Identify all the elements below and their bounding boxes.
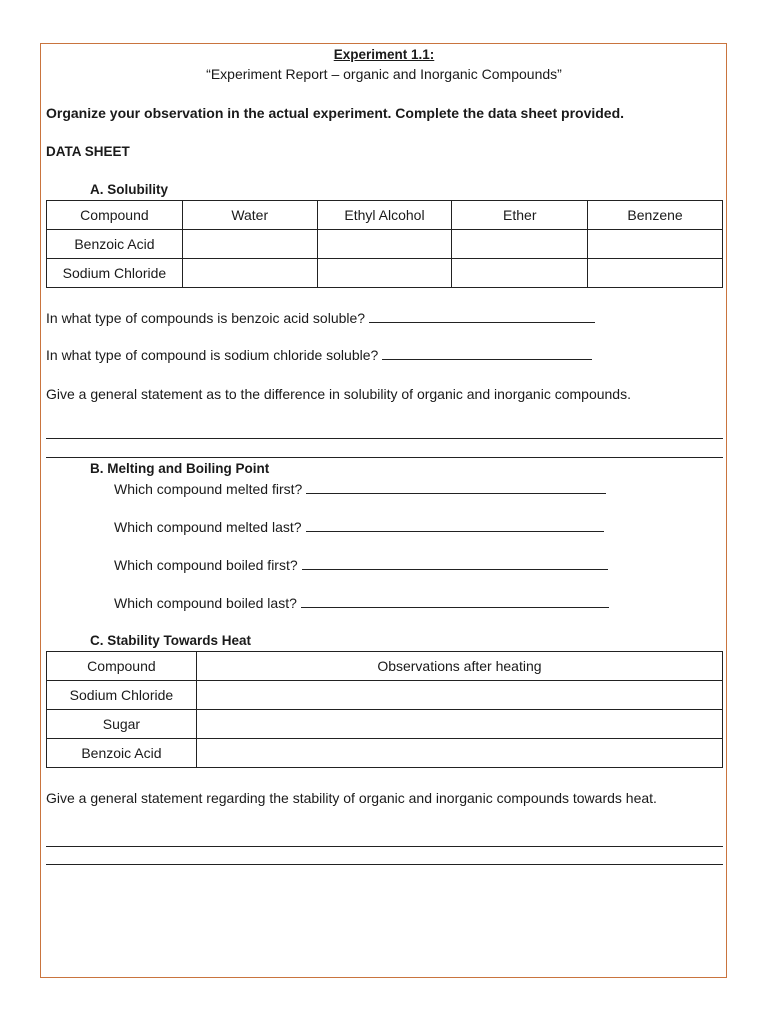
question-text: In what type of compounds is benzoic acid soluble? [46, 310, 366, 326]
question-text: In what type of compound is sodium chloride soluble? [46, 347, 379, 363]
section-c-heading: C. Stability Towards Heat [90, 633, 252, 648]
answer-line[interactable] [46, 457, 723, 458]
answer-line[interactable] [46, 864, 723, 865]
answer-blank[interactable] [301, 595, 609, 608]
table-header-row [47, 201, 723, 230]
question-melted-last [114, 519, 604, 535]
stability-table [46, 651, 723, 768]
answer-cell[interactable] [196, 710, 722, 739]
instructions: Organize your observation in the actual experiment. Complete the data sheet provided. [46, 105, 625, 121]
answer-cell[interactable] [196, 681, 722, 710]
column-header: Water [182, 201, 317, 230]
question-benzoic-acid-solubility [46, 310, 595, 326]
question-text: Which compound melted last? [114, 519, 302, 535]
table-row [47, 739, 723, 768]
answer-cell[interactable] [182, 259, 317, 288]
column-header: Ethyl Alcohol [317, 201, 452, 230]
table-header-row [47, 652, 723, 681]
table-row [47, 681, 723, 710]
answer-cell[interactable] [588, 259, 723, 288]
column-header: Compound [47, 201, 183, 230]
answer-blank[interactable] [382, 347, 592, 360]
answer-cell[interactable] [452, 259, 588, 288]
question-text: Which compound melted first? [114, 481, 303, 497]
answer-cell[interactable] [182, 230, 317, 259]
experiment-subtitle: “Experiment Report – organic and Inorganic Compounds” [206, 66, 562, 82]
column-header: Observations after heating [196, 652, 722, 681]
column-header: Benzene [588, 201, 723, 230]
solubility-table [46, 200, 723, 288]
answer-cell[interactable] [452, 230, 588, 259]
table-row [47, 230, 723, 259]
section-a-heading: A. Solubility [90, 182, 169, 197]
compound-cell: Benzoic Acid [47, 230, 183, 259]
compound-cell: Sodium Chloride [47, 681, 197, 710]
compound-cell: Sugar [47, 710, 197, 739]
answer-blank[interactable] [306, 481, 606, 494]
question-sodium-chloride-solubility [46, 347, 592, 363]
answer-cell[interactable] [317, 230, 452, 259]
column-header: Compound [47, 652, 197, 681]
section-b-heading: B. Melting and Boiling Point [90, 461, 270, 476]
data-sheet-label: DATA SHEET [46, 144, 130, 159]
question-boiled-first [114, 557, 608, 573]
answer-line[interactable] [46, 846, 723, 847]
answer-blank[interactable] [306, 519, 604, 532]
question-boiled-last [114, 595, 609, 611]
answer-cell[interactable] [317, 259, 452, 288]
answer-line[interactable] [46, 438, 723, 439]
compound-cell: Sodium Chloride [47, 259, 183, 288]
question-text: Which compound boiled last? [114, 595, 297, 611]
compound-cell: Benzoic Acid [47, 739, 197, 768]
question-melted-first [114, 481, 606, 497]
experiment-title: Experiment 1.1: [333, 47, 435, 62]
question-stability-general: Give a general statement regarding the stability of organic and inorganic compounds towards heat. [46, 790, 657, 806]
question-text: Which compound boiled first? [114, 557, 298, 573]
column-header: Ether [452, 201, 588, 230]
answer-cell[interactable] [588, 230, 723, 259]
answer-blank[interactable] [369, 310, 595, 323]
answer-blank[interactable] [302, 557, 608, 570]
table-row [47, 259, 723, 288]
table-row [47, 710, 723, 739]
question-solubility-general: Give a general statement as to the difference in solubility of organic and inorganic compounds. [46, 386, 631, 402]
answer-cell[interactable] [196, 739, 722, 768]
